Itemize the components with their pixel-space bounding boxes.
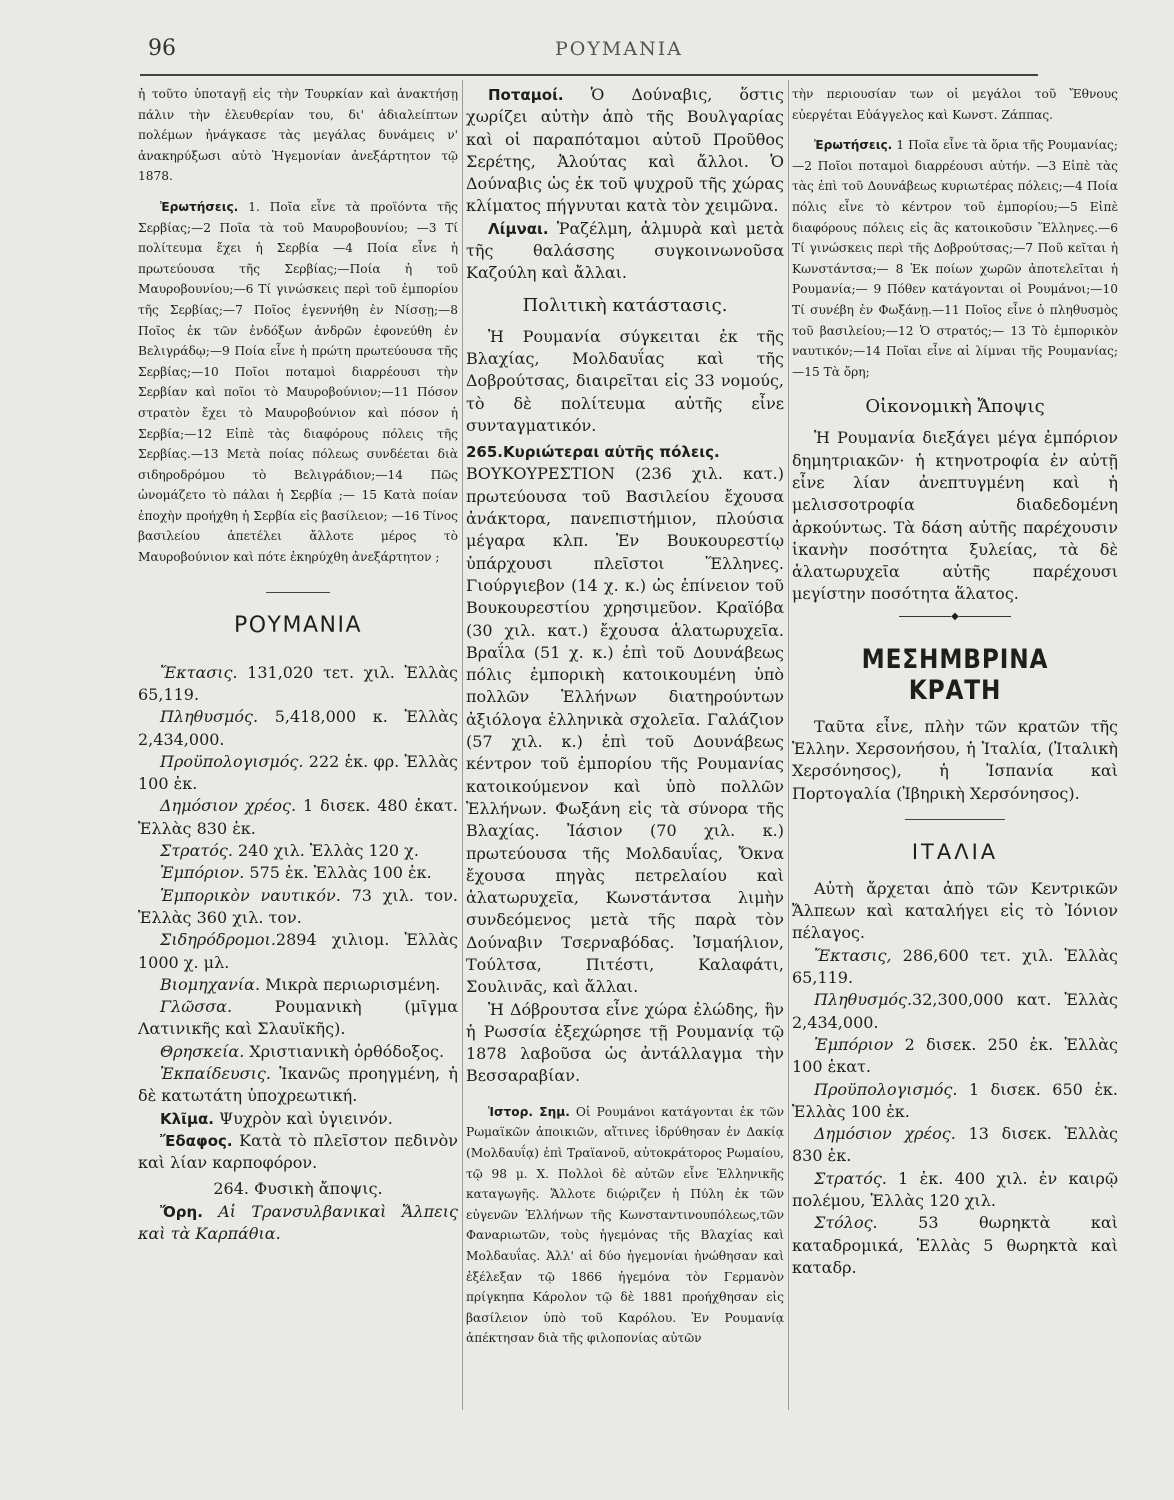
stat-dimosion-chreos	[138, 795, 458, 840]
stat-value: Κατὰ τὸ πλεῖστον πεδινὸν καὶ λίαν καρποφόρον.	[138, 1130, 458, 1173]
header-rule	[140, 74, 1038, 76]
stat-edafos	[138, 1130, 458, 1175]
potamoi-label: Ποταμοί.	[488, 86, 564, 104]
poleis-title-text: 265.Κυριώτεραι αὐτῆς πόλεις.	[466, 443, 720, 462]
stat-label: Ἔκτασις,	[814, 945, 892, 965]
stat-proypologismos	[792, 1079, 1118, 1124]
subsection-title-text: 264. Φυσικὴ ἄποψις.	[213, 1179, 383, 1199]
stat-label: Κλῖμα.	[160, 1109, 215, 1128]
stat-ekpaidefsis	[138, 1063, 458, 1108]
questions-text: 1 Ποῖα εἶνε τὰ ὅρια τῆς Ρουμανίας;—2 Ποῖοι ποταμοὶ διαρρέουσι αὐτήν. —3 Εἰπὲ τὰς τὰς ἐπὶ τοῦ Δουνάβεως κυριωτέρας πόλεις;—4 Ποία πόλις εἶνε τὸ κέντρον τοῦ ἐμπορίου;—5 Εἰπὲ διαφόρους πόλεις εἰς ἃς κατοικοῦσιν Ἕλληνες.—6 Τί γινώσκεις περὶ τῆς Δοβρούτσας;—7 Ποῦ κεῖται ἡ Κωνστάντσα;— 8 Ἐκ ποίων χωρῶν ἀποτελεῖται ἡ Ρουμανία;— 9 Πόθεν κατάγονται οἱ Ρουμάνοι;—10 Τί συνέβη ἐν Φωξάνῃ.—11 Ποῖος εἶνε ὁ πληθυσμὸς τοῦ βασιλείου;—12 Ὁ στρατός;— 13 Τὸ ἐμπορικὸν ναυτικόν;—14 Ποῖαι εἶνε αἱ λίμναι τῆς Ρουμανίας;—15 Τὰ ὄρη;	[792, 138, 1118, 379]
column-2	[466, 84, 784, 1349]
column-3	[792, 84, 1118, 1279]
stat-proypologismos	[138, 751, 458, 796]
stat-nautikon	[138, 885, 458, 930]
stat-label: Δημόσιον χρέος.	[160, 796, 297, 816]
dovroutsa-paragraph: Ἡ Δόβρουτσα εἶνε χώρα ἐλώδης, ἣν ἡ Ρωσσία ἐξεχώρησε τῇ Ρουμανίᾳ τῷ 1878 λαβοῦσα ὡς ἀντάλλαγμα τὴν Βεσσαραβίαν.	[466, 999, 784, 1086]
stat-extasis	[138, 662, 458, 707]
oikonomiki-paragraph: Ἡ Ρουμανία διεξάγει μέγα ἐμπόριον δημητριακῶν· ἡ κτηνοτροφία ἐν αὐτῇ εἶνε λίαν ἀνεπτυγμένη καὶ ἡ μελισσοτροφία διαδεδομένη ἀρκούντως. Τὰ δάση αὐτῆς παρέχουσιν ἱκανὴν ποσότητα ξυλείας, τὰ δὲ ἁλατωρυχεῖα αὐτῆς παρέχουσι μεγίστην ποσότητα ἅλατος.	[792, 428, 1118, 604]
stat-viomichania	[138, 974, 458, 996]
stat-value: 1 δισεκ. 480 ἑκατ. Ἑλλὰς 830 ἑκ.	[138, 796, 458, 838]
stat-value: 286,600 τετ. χιλ. Ἑλλὰς 65,119.	[792, 945, 1118, 988]
subsection-title-fysiki	[138, 1178, 458, 1200]
questions-label: Ἐρωτήσεις.	[814, 138, 893, 153]
stat-value: 1 ἑκ. 400 χιλ. ἐν καιρῷ πολέμου, Ἑλλὰς 120 χιλ.	[792, 1168, 1118, 1211]
poleis-paragraph: ΒΟΥΚΟΥΡΕΣΤΙΟΝ (236 χιλ. κατ.) πρωτεύουσα τοῦ Βασιλείου ἔχουσα ἀνάκτορα, πανεπιστήμιον, πλούσια μέγαρα κλπ. Ἐν Βουκουρεστίῳ ὑπάρχουσι πλεῖστοι Ἕλληνες. Γιούργιεβον (14 χ. κ.) ὡς ἐπίνειον τοῦ Βουκουρεστίου χρησιμεῦον. Κραϊόβα (30 χιλ. κατ.) ἔχουσα ἁλατωρυχεῖα. Βραΐλα (51 χ. κ.) ἐπὶ τοῦ Δουνάβεως πόλις ἐμπορικὴ κατοικουμένη ὑπὸ πολλῶν Ἑλλήνων διατηρούντων ἀξιόλογα ἑλληνικὰ σχολεῖα. Γαλάζιον (57 χιλ. κ.) ἐπὶ τοῦ Δουνάβεως κέντρον τοῦ ἐμπορίου τῆς Ρουμανίας κατοικούμενον καὶ ὑπὸ πολλῶν Ἑλλήνων. Φωξάνη εἰς τὰ σύνορα τῆς Βλαχίας. Ἰάσιον (70 χιλ. κ.) πρωτεύουσα τῆς Μολδαυΐας, Ὄκνα ἔχουσα πηγὰς πετρελαίου καὶ ἁλατωρυχεῖα, Κωνστάντσα λιμὴν συνδεόμενος μετὰ τῆς παρὰ τὸν Δούναβιν Τσερναβόδας. Ἰσμαήλιον, Τούλτσα, Πιτέστι, Καλαφάτι, Σουλινᾶς, καὶ ἄλλαι.	[466, 464, 784, 997]
stat-value: Μικρὰ περιωρισμένη.	[260, 974, 441, 994]
section-title-italia: ΙΤΑΛΙΑ	[911, 839, 999, 864]
questions-label: Ἐρωτήσεις.	[160, 199, 239, 214]
section-rule	[905, 819, 1005, 820]
limnai-paragraph	[466, 218, 784, 285]
stat-label: Δημόσιον χρέος.	[814, 1124, 956, 1144]
historical-note-text: Οἱ Ρουμάνοι κατάγονται ἐκ τῶν Ρωμαϊκῶν ἀποικιῶν, αἵτινες ἱδρύθησαν ἐν Δακίᾳ (Μολδαυΐᾳ) ἐπὶ Τραϊανοῦ, αὐτοκράτορος Ρωμαίου, τῷ 98 μ. Χ. Πολλοὶ δὲ αὐτῶν εἶνε Ἑλληνικῆς καταγωγῆς. Ἄλλοτε διῴριζεν ἡ Πύλη ἐκ τῶν εὐγενῶν Ἑλλήνων τῆς Κωνσταντινουπόλεως,τῶν Φαναριωτῶν, τοὺς ἡγεμόνας τῆς Βλαχίας καὶ Μολδαυΐας. Ἀλλ' αἱ δύο ἡγεμονίαι ἡνώθησαν καὶ ἐξέλεξαν τῷ 1866 ἡγεμόνα τὸν Γερμανὸν πρίγκηπα Κάρολον τῷ δὲ 1881 προήχθησαν εἰς βασίλειον ὑπὸ τοῦ Καρόλου. Ἐν Ρουμανίᾳ ἀπέκτησαν διὰ τῆς φιλοπονίας αὐτῶν	[466, 1104, 784, 1346]
subsection-title-politiki: Πολιτικὴ κατάστασις.	[522, 294, 728, 316]
stat-label: Προϋπολογισμός.	[160, 751, 304, 771]
stat-value: Αἱ Τρανσυλβανικαὶ Ἄλπεις καὶ τὰ Καρπάθια.	[138, 1201, 458, 1244]
column-1	[138, 84, 458, 1245]
stat-value: 240 χιλ. Ἑλλὰς 120 χ.	[232, 841, 419, 861]
section-rule	[266, 592, 330, 593]
romania-questions	[792, 135, 1118, 382]
stat-thriskeia	[138, 1041, 458, 1063]
stat-label: Ἔδαφος.	[160, 1131, 233, 1150]
stat-emporion	[792, 1034, 1118, 1079]
stat-value: 575 ἑκ. Ἑλλὰς 100 ἑκ.	[244, 863, 432, 883]
stat-stratos	[792, 1168, 1118, 1213]
stat-label: Στρατός.	[160, 841, 233, 861]
stat-value: 2 δισεκ. 250 ἑκ. Ἑλλὰς 100 ἑκατ.	[792, 1034, 1118, 1077]
italia-paragraph: Αὐτὴ ἄρχεται ἀπὸ τῶν Κεντρικῶν Ἄλπεων καὶ καταλήγει εἰς τὸ Ἰόνιον πέλαγος.	[792, 878, 1118, 943]
limnai-label: Λίμναι.	[488, 219, 549, 238]
stat-value: 5,418,000 κ. Ἑλλὰς 2,434,000.	[138, 707, 458, 749]
ornament-divider: ◆	[895, 612, 1015, 622]
mesimvrina-paragraph: Ταῦτα εἶνε, πλὴν τῶν κρατῶν τῆς Ἑλλην. Χερσονήσου, ἡ Ἰταλία, (Ἰταλικὴ Χερσόνησος), ἡ Ἱσπανία καὶ Πορτογαλία (Ἰβηρικὴ Χερσόνησος).	[792, 716, 1118, 803]
politiki-paragraph: Ἡ Ρουμανία σύγκειται ἐκ τῆς Βλαχίας, Μολδαυΐας καὶ τῆς Δοβρούτσας, διαιρεῖται εἰς 33 νομούς, τὸ δὲ πολίτευμα αὐτῆς εἶνε συνταγματικόν.	[466, 326, 784, 435]
stat-label: Ἐμπορικὸν ναυτικόν.	[160, 885, 341, 905]
stat-plithysmos	[792, 989, 1118, 1034]
column-divider-1	[462, 80, 463, 1410]
stat-value: 131,020 τετ. χιλ. Ἑλλὰς 65,119.	[138, 662, 458, 704]
stat-value: 53 θωρηκτὰ καὶ καταδρομικά, Ἑλλὰς 5 θωρηκτὰ καὶ καταδρ.	[792, 1213, 1118, 1277]
stat-value: Ἱκανῶς προηγμένη, ἡ δὲ κατωτάτη ὑποχρεωτική.	[138, 1064, 458, 1106]
stat-ori	[138, 1201, 458, 1246]
stat-label: Πληθυσμός.	[814, 990, 913, 1010]
column-divider-2	[788, 80, 789, 1410]
stat-extasis	[792, 945, 1118, 990]
stat-value: 2894 χιλιομ. Ἑλλὰς 1000 χ. μλ.	[138, 930, 458, 972]
stat-label: Σιδηρόδρομοι.	[160, 930, 276, 950]
stat-dimosion-chreos	[792, 1123, 1118, 1168]
stat-label: Πληθυσμός.	[160, 707, 259, 727]
historical-note	[466, 1102, 784, 1349]
historical-note-label: Ἱστορ. Σημ.	[488, 1104, 570, 1119]
stat-klima	[138, 1108, 458, 1130]
stat-value: Ρουμανικὴ (μῖγμα Λατινικῆς καὶ Σλαυϊκῆς).	[138, 997, 458, 1039]
stat-label: Θρησκεία.	[160, 1041, 245, 1061]
stat-label: Ἔκτασις.	[160, 662, 238, 682]
stat-label: Ἐμπόριον	[814, 1034, 894, 1054]
section-title-mesimvrina: ΜΕΣΗΜΒΡΙΝΑ ΚΡΑΤΗ	[861, 643, 1049, 706]
section-title-romania: ΡΟΥΜΑΝΙΑ	[233, 612, 363, 638]
potamoi-text: Ὁ Δούναβις, ὅστις χωρίζει αὐτὴν ἀπὸ τῆς Βουλγαρίας καὶ οἱ παραπόταμοι αὐτοῦ Προῦθος Σερέτης, Ἀλούτας καὶ ἄλλοι. Ὁ Δούναβις ὡς ἐκ τοῦ ψυχροῦ τῆς χώρας κλίματος πήγνυται κατὰ τὸν χειμῶνα.	[466, 85, 784, 216]
stat-value: 222 ἑκ. φρ. Ἑλλὰς 100 ἑκ.	[138, 751, 458, 794]
stat-label: Στρατός.	[814, 1168, 887, 1188]
stat-plithysmos	[138, 706, 458, 751]
stat-label: Βιομηχανία.	[160, 974, 261, 994]
stat-value: 32,300,000 κατ. Ἑλλὰς 2,434,000.	[792, 990, 1118, 1032]
stat-sidirodromoi	[138, 929, 458, 974]
limnai-text: Ῥαζέλμη, ἁλμυρὰ καὶ μετὰ τῆς θαλάσσης συγκοινωνοῦσα Καζούλη καὶ ἄλλαι.	[466, 218, 784, 283]
running-head: ΡΟΥΜΑΝΙΑ	[555, 38, 683, 60]
stat-label: Ἐμπόριον.	[160, 863, 245, 883]
stat-label: Προϋπολογισμός.	[814, 1079, 958, 1099]
stat-label: Γλῶσσα.	[160, 997, 233, 1017]
stat-stolos	[792, 1212, 1118, 1279]
stat-label: Ὄρη.	[160, 1202, 203, 1221]
page-number: 96	[148, 36, 176, 61]
stat-label: Στόλος.	[814, 1213, 878, 1233]
subsection-title-oikonomiki: Οἰκονομικὴ Ἄποψις	[865, 396, 1045, 418]
stat-label: Ἐκπαίδευσις.	[160, 1064, 271, 1083]
stat-stratos	[138, 840, 458, 862]
subsection-title-poleis	[466, 441, 784, 463]
stat-glossa	[138, 996, 458, 1041]
serbia-history-end: ἡ τοῦτο ὑποταγῇ εἰς τὴν Τουρκίαν καὶ ἀνακτήσῃ πάλιν τὴν ἐλευθερίαν του, δι' ἀδιαλείπτων πολέμων ἠνάγκασε τὰς μεγάλας δυνάμεις ν' ἀνακηρύξωσι αὐτὸ Ἡγεμονίαν ἀνεξάρτητον τῷ 1878.	[138, 87, 458, 184]
stat-emporion	[138, 862, 458, 884]
stat-value: Χριστιανικὴ ὀρθόδοξος.	[244, 1041, 445, 1061]
potamoi-paragraph	[466, 84, 784, 218]
questions-text: 1. Ποῖα εἶνε τὰ προϊόντα τῆς Σερβίας;—2 Ποῖα τὰ τοῦ Μαυροβουνίου; —3 Τί πολίτευμα ἔχει ἡ Σερβία —4 Ποία εἶνε ἡ πρωτεύουσα τῆς Σερβίας;—Ποία ἡ τοῦ Μαυροβουνίου;—6 Τί γινώσκεις περὶ τοῦ ἐμπορίου τῆς Σερβίας;—7 Ποῖος ἐγεννήθη ἐν Νίσσῃ;—8 Ποῖος ἐκ τῶν ἐνδόξων ἀνδρῶν ἐφονεύθη ἐν Βελιγράδῳ;—9 Ποία εἶνε ἡ πρώτη πρωτεύουσα τῆς Σερβίας;—10 Ποῖοι ποταμοὶ διαρρέουσι τὴν Σερβίαν καὶ ποῖοι τὸ Μαυροβούνιον;—11 Πόσον στρατὸν ἔχει τὸ Μαυροβούνιον καὶ πόσον ἡ Σερβία;—12 Εἰπὲ τὰς διαφόρους πόλεις τῆς Σερβίας.—13 Μετὰ ποίας πόλεως συνδέεται διὰ σιδηροδρόμου τὸ Βελιγράδιον;—14 Πῶς ὠνομάζετο τὸ πάλαι ἡ Σερβία ;— 15 Κατὰ ποίαν ἐποχὴν προήχθη ἡ Σερβία εἰς βασίλειον; —16 Τίνος βασιλείου ἀπετέλει ἄλλοτε μέρος τὸ Μαυροβούνιον καὶ πότε ἐκηρύχθη ἀνεξάρτητον ;	[138, 199, 458, 565]
stat-value: 73 χιλ. τον. Ἑλλὰς 360 χιλ. τον.	[138, 885, 458, 927]
serbia-questions	[138, 197, 458, 568]
stat-value: 13 δισεκ. Ἑλλὰς 830 ἑκ.	[792, 1124, 1119, 1166]
stat-value: 1 δισεκ. 650 ἑκ. Ἑλλὰς 100 ἑκ.	[792, 1079, 1118, 1121]
page-header	[0, 0, 1174, 90]
stat-value: Ψυχρὸν καὶ ὑγιεινόν.	[214, 1108, 393, 1128]
historical-note-end: τὴν περιουσίαν των οἱ μεγάλοι τοῦ Ἔθνους εὐεργέται Εὐάγγελος καὶ Κωνστ. Ζάππας.	[792, 87, 1118, 122]
